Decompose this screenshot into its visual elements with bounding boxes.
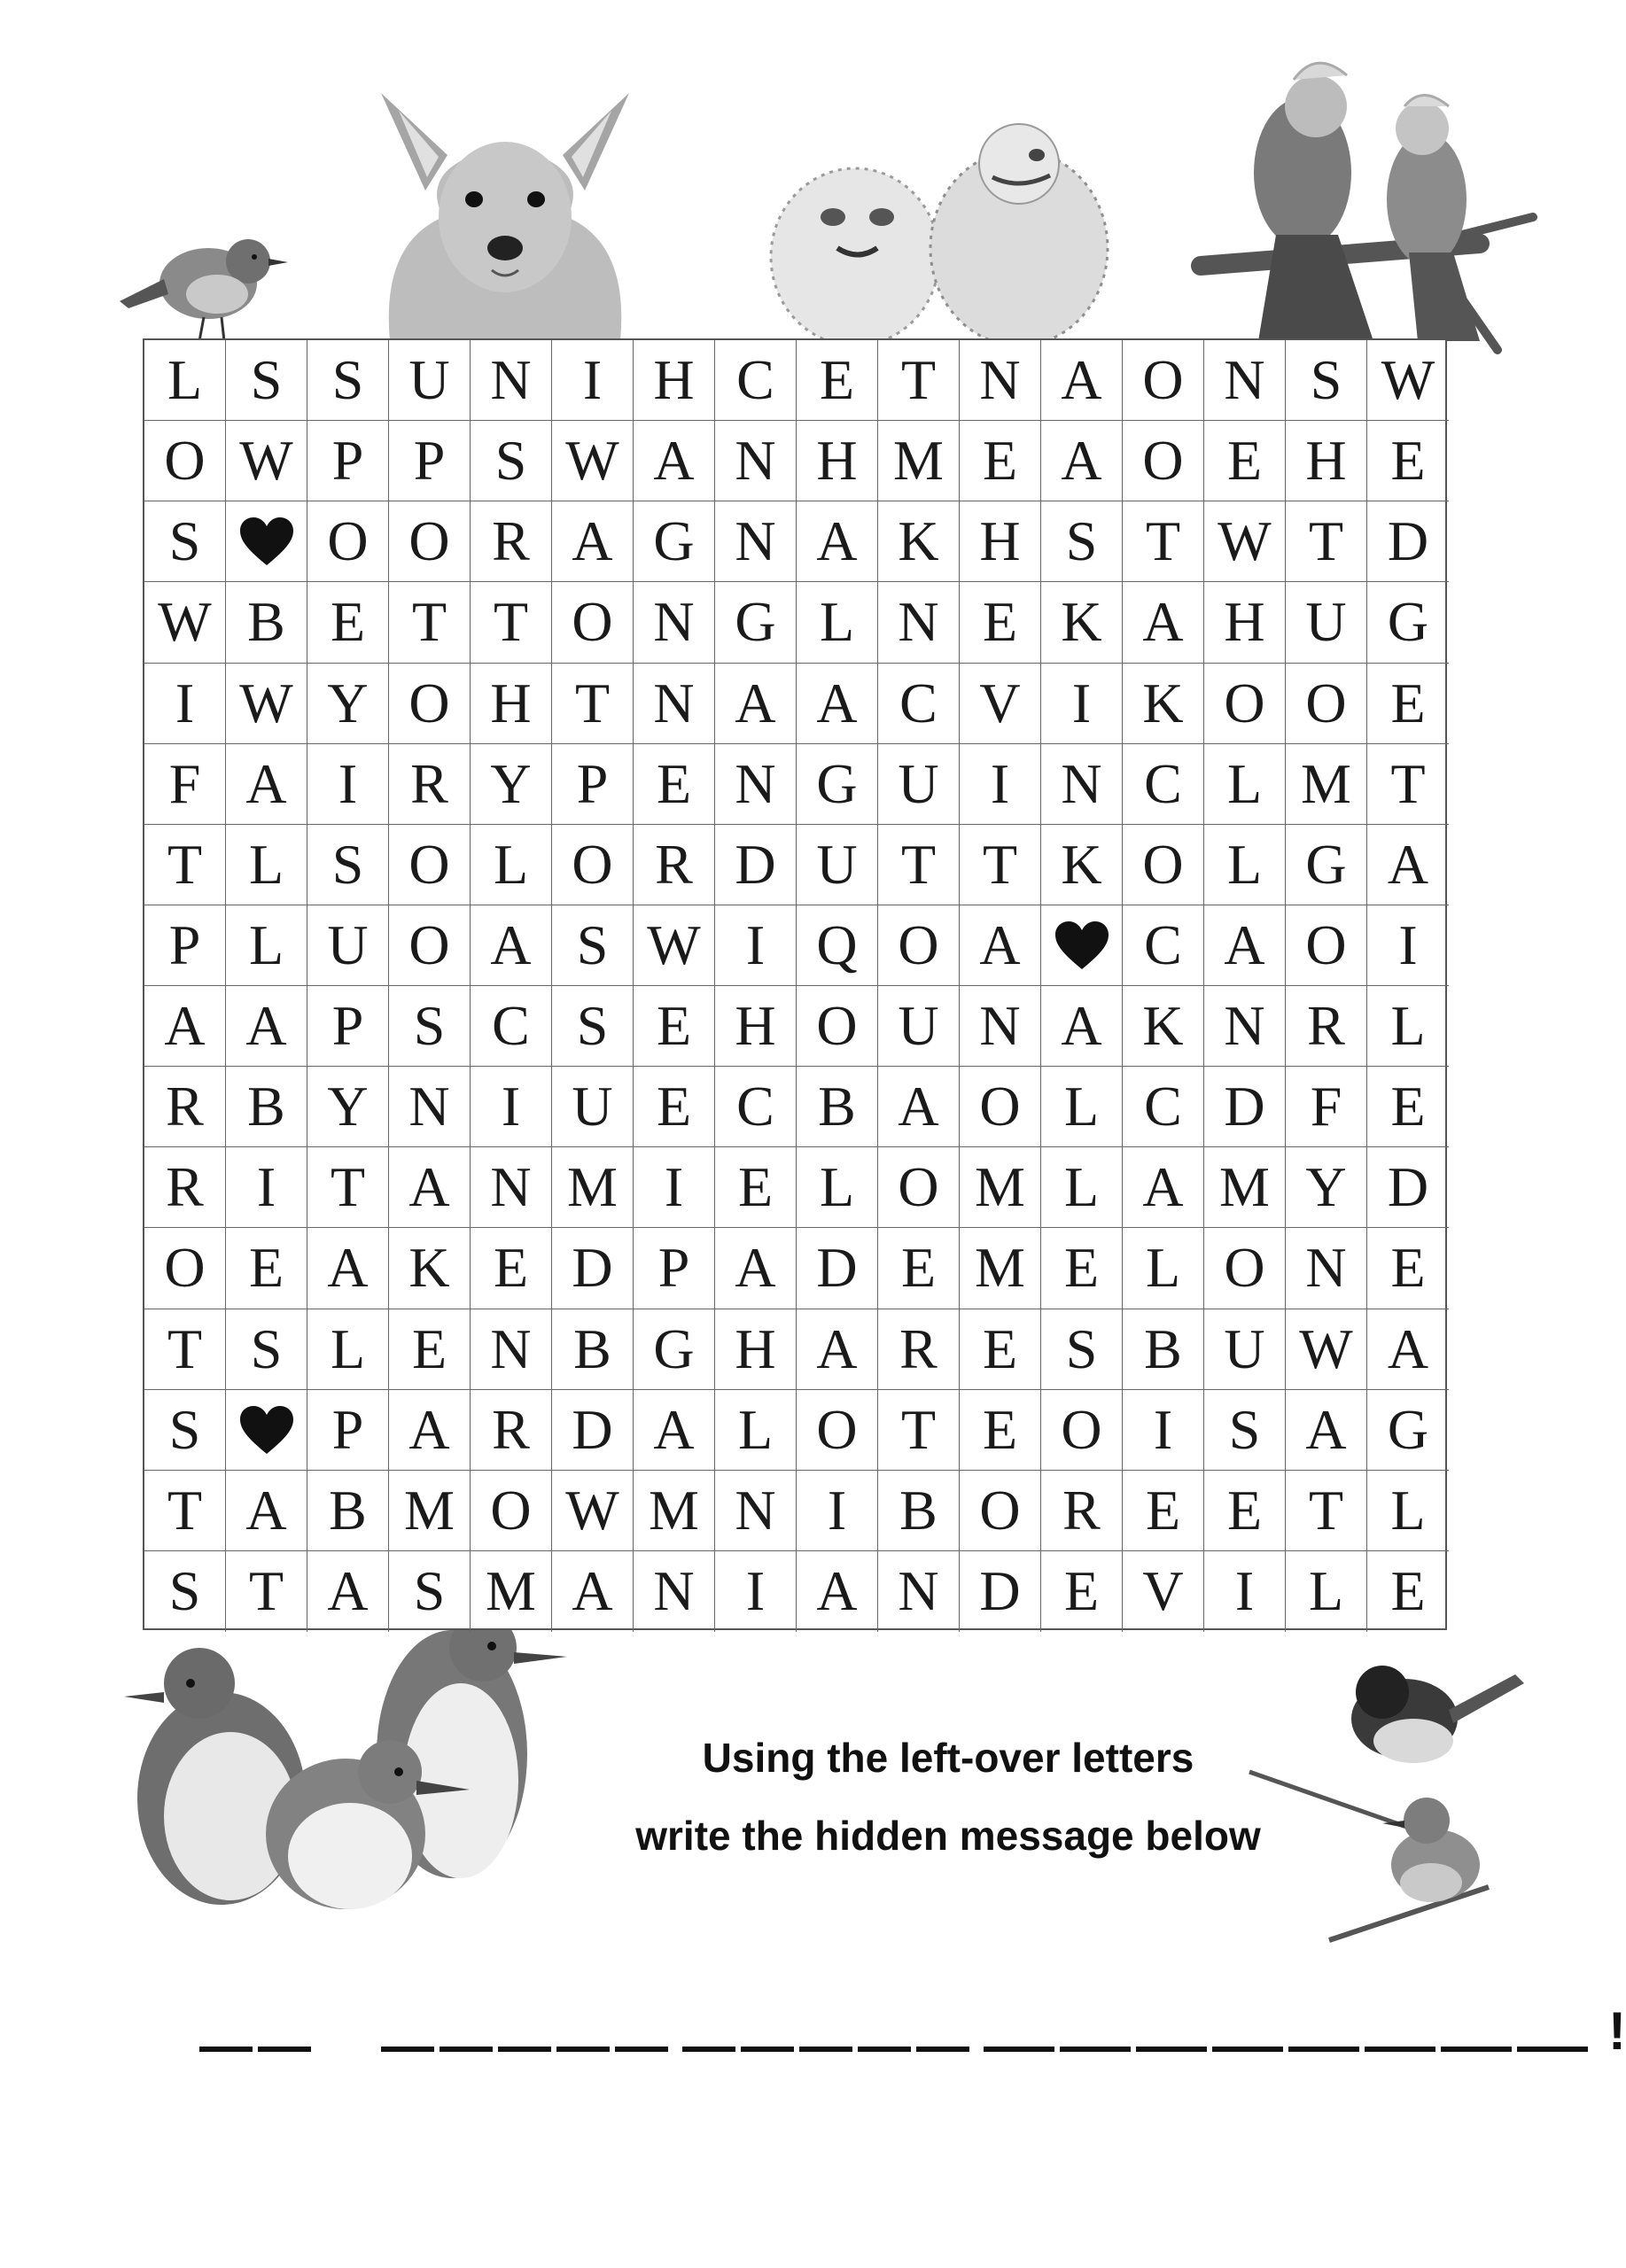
grid-cell[interactable]: T bbox=[1286, 501, 1367, 582]
answer-letter-blank[interactable] bbox=[1212, 2047, 1283, 2052]
grid-cell[interactable]: T bbox=[1123, 501, 1204, 582]
grid-cell[interactable]: E bbox=[634, 986, 715, 1067]
answer-letter-blank[interactable] bbox=[1288, 2047, 1359, 2052]
grid-cell[interactable]: A bbox=[226, 986, 307, 1067]
grid-cell[interactable]: O bbox=[144, 421, 226, 501]
grid-cell[interactable]: I bbox=[797, 1471, 878, 1551]
grid-cell[interactable]: E bbox=[1367, 421, 1449, 501]
grid-cell[interactable]: A bbox=[878, 1067, 960, 1147]
grid-cell[interactable]: N bbox=[634, 664, 715, 744]
grid-cell[interactable]: M bbox=[552, 1147, 634, 1228]
grid-cell[interactable]: B bbox=[797, 1067, 878, 1147]
grid-cell[interactable]: N bbox=[715, 501, 797, 582]
grid-cell[interactable]: N bbox=[634, 1551, 715, 1632]
grid-cell[interactable]: N bbox=[1204, 986, 1286, 1067]
grid-cell[interactable]: T bbox=[960, 825, 1041, 905]
grid-cell[interactable]: T bbox=[144, 825, 226, 905]
grid-cell[interactable]: W bbox=[552, 421, 634, 501]
grid-cell[interactable]: A bbox=[634, 1390, 715, 1471]
grid-cell[interactable]: S bbox=[552, 905, 634, 986]
grid-cell[interactable]: A bbox=[797, 664, 878, 744]
grid-cell[interactable]: R bbox=[471, 501, 552, 582]
answer-letter-blank[interactable] bbox=[615, 2047, 668, 2052]
answer-letter-blank[interactable] bbox=[381, 2047, 434, 2052]
grid-cell[interactable]: S bbox=[144, 1390, 226, 1471]
grid-cell[interactable]: T bbox=[878, 1390, 960, 1471]
grid-cell[interactable]: N bbox=[1204, 340, 1286, 421]
grid-cell[interactable]: H bbox=[715, 986, 797, 1067]
grid-cell[interactable]: V bbox=[1123, 1551, 1204, 1632]
grid-cell[interactable]: L bbox=[1367, 986, 1449, 1067]
grid-cell[interactable]: A bbox=[634, 421, 715, 501]
grid-cell[interactable]: O bbox=[1286, 905, 1367, 986]
grid-cell[interactable]: A bbox=[144, 986, 226, 1067]
robin-icon bbox=[120, 213, 297, 346]
grid-cell[interactable]: W bbox=[552, 1471, 634, 1551]
grid-cell[interactable]: W bbox=[226, 421, 307, 501]
grid-cell[interactable]: L bbox=[1367, 1471, 1449, 1551]
grid-cell[interactable]: S bbox=[226, 340, 307, 421]
grid-cell[interactable]: T bbox=[389, 582, 471, 663]
grid-cell[interactable]: U bbox=[307, 905, 389, 986]
grid-cell[interactable]: D bbox=[552, 1228, 634, 1309]
grid-cell[interactable]: C bbox=[715, 340, 797, 421]
grid-cell[interactable]: D bbox=[1204, 1067, 1286, 1147]
answer-letter-blank[interactable] bbox=[1365, 2047, 1435, 2052]
grid-cell[interactable]: H bbox=[797, 421, 878, 501]
grid-cell[interactable]: A bbox=[715, 1228, 797, 1309]
grid-cell[interactable]: E bbox=[715, 1147, 797, 1228]
grid-cell[interactable]: A bbox=[552, 1551, 634, 1632]
heart-icon[interactable] bbox=[226, 501, 307, 582]
grid-cell[interactable]: R bbox=[144, 1147, 226, 1228]
grid-cell[interactable]: R bbox=[144, 1067, 226, 1147]
grid-cell[interactable]: S bbox=[226, 1309, 307, 1390]
grid-cell[interactable]: S bbox=[389, 986, 471, 1067]
grid-cell[interactable]: A bbox=[1041, 986, 1123, 1067]
hidden-message-answer bbox=[199, 1993, 1626, 2064]
grid-cell[interactable]: D bbox=[797, 1228, 878, 1309]
grid-cell[interactable]: Y bbox=[307, 664, 389, 744]
grid-cell[interactable]: O bbox=[307, 501, 389, 582]
answer-letter-blank[interactable] bbox=[858, 2047, 911, 2052]
grid-cell[interactable]: A bbox=[797, 501, 878, 582]
grid-cell[interactable]: C bbox=[471, 986, 552, 1067]
grid-cell[interactable]: E bbox=[1041, 1551, 1123, 1632]
grid-cell[interactable]: E bbox=[960, 582, 1041, 663]
grid-cell[interactable]: E bbox=[634, 1067, 715, 1147]
grid-cell[interactable]: I bbox=[226, 1147, 307, 1228]
grid-cell[interactable]: B bbox=[226, 1067, 307, 1147]
grid-cell[interactable]: H bbox=[634, 340, 715, 421]
grid-cell[interactable]: Y bbox=[1286, 1147, 1367, 1228]
grid-cell[interactable]: A bbox=[1123, 582, 1204, 663]
grid-cell[interactable]: I bbox=[1123, 1390, 1204, 1471]
grid-cell[interactable]: E bbox=[1367, 1228, 1449, 1309]
grid-cell[interactable]: N bbox=[878, 582, 960, 663]
grid-cell[interactable]: M bbox=[389, 1471, 471, 1551]
heart-icon[interactable] bbox=[226, 1390, 307, 1471]
answer-letter-blank[interactable] bbox=[1136, 2047, 1207, 2052]
grid-cell[interactable]: E bbox=[1367, 664, 1449, 744]
grid-cell[interactable]: R bbox=[389, 744, 471, 825]
grid-cell[interactable]: O bbox=[389, 501, 471, 582]
grid-cell[interactable]: M bbox=[960, 1228, 1041, 1309]
grid-cell[interactable]: C bbox=[715, 1067, 797, 1147]
grid-cell[interactable]: L bbox=[1286, 1551, 1367, 1632]
grid-cell[interactable]: L bbox=[715, 1390, 797, 1471]
grid-cell[interactable]: E bbox=[307, 582, 389, 663]
grid-cell[interactable]: C bbox=[1123, 905, 1204, 986]
grid-cell[interactable]: A bbox=[389, 1390, 471, 1471]
grid-cell[interactable]: S bbox=[552, 986, 634, 1067]
grid-cell[interactable]: I bbox=[1041, 664, 1123, 744]
grid-cell[interactable]: E bbox=[878, 1228, 960, 1309]
grid-cell[interactable]: I bbox=[715, 905, 797, 986]
grid-cell[interactable]: M bbox=[878, 421, 960, 501]
grid-cell[interactable]: B bbox=[552, 1309, 634, 1390]
grid-cell[interactable]: B bbox=[226, 582, 307, 663]
grid-cell[interactable]: H bbox=[715, 1309, 797, 1390]
grid-cell[interactable]: A bbox=[1123, 1147, 1204, 1228]
grid-cell[interactable]: W bbox=[1367, 340, 1449, 421]
grid-cell[interactable]: O bbox=[1123, 340, 1204, 421]
grid-cell[interactable]: P bbox=[144, 905, 226, 986]
grid-cell[interactable]: O bbox=[144, 1228, 226, 1309]
grid-cell[interactable]: K bbox=[389, 1228, 471, 1309]
answer-word-blanks[interactable] bbox=[682, 2047, 969, 2052]
grid-cell[interactable]: O bbox=[878, 905, 960, 986]
grid-cell[interactable]: W bbox=[634, 905, 715, 986]
grid-cell[interactable]: G bbox=[634, 501, 715, 582]
grid-cell[interactable]: N bbox=[1041, 744, 1123, 825]
grid-cell[interactable]: E bbox=[634, 744, 715, 825]
grid-cell[interactable]: S bbox=[1041, 501, 1123, 582]
grid-cell[interactable]: O bbox=[1041, 1390, 1123, 1471]
answer-letter-blank[interactable] bbox=[1441, 2047, 1512, 2052]
grid-cell[interactable]: M bbox=[960, 1147, 1041, 1228]
answer-exclamation: ! bbox=[1608, 2001, 1626, 2061]
grid-cell[interactable]: B bbox=[1123, 1309, 1204, 1390]
grid-cell[interactable]: U bbox=[878, 744, 960, 825]
grid-cell[interactable]: A bbox=[307, 1228, 389, 1309]
grid-cell[interactable]: W bbox=[226, 664, 307, 744]
grid-cell[interactable]: S bbox=[389, 1551, 471, 1632]
grid-cell[interactable]: Y bbox=[471, 744, 552, 825]
grid-cell[interactable]: A bbox=[552, 501, 634, 582]
grid-cell[interactable]: S bbox=[307, 340, 389, 421]
grid-cell[interactable]: T bbox=[878, 340, 960, 421]
grid-cell[interactable]: T bbox=[471, 582, 552, 663]
grid-cell[interactable]: T bbox=[552, 664, 634, 744]
grid-cell[interactable]: R bbox=[1286, 986, 1367, 1067]
grid-cell[interactable]: Y bbox=[307, 1067, 389, 1147]
grid-cell[interactable]: O bbox=[1123, 421, 1204, 501]
grid-cell[interactable]: A bbox=[1041, 421, 1123, 501]
grid-cell[interactable]: D bbox=[552, 1390, 634, 1471]
grid-cell[interactable]: A bbox=[797, 1309, 878, 1390]
answer-letter-blank[interactable] bbox=[799, 2047, 852, 2052]
grid-cell[interactable]: E bbox=[960, 421, 1041, 501]
frogmouth-chicks-icon bbox=[753, 115, 1125, 354]
grid-cell[interactable]: U bbox=[1204, 1309, 1286, 1390]
grid-cell[interactable]: L bbox=[144, 340, 226, 421]
grid-cell[interactable]: P bbox=[307, 986, 389, 1067]
grid-cell[interactable]: T bbox=[226, 1551, 307, 1632]
grid-cell[interactable]: E bbox=[960, 1390, 1041, 1471]
grid-cell[interactable]: N bbox=[960, 986, 1041, 1067]
grid-cell[interactable]: R bbox=[1041, 1471, 1123, 1551]
answer-letter-blank[interactable] bbox=[984, 2047, 1054, 2052]
grid-cell[interactable]: E bbox=[226, 1228, 307, 1309]
grid-cell[interactable]: A bbox=[226, 744, 307, 825]
grid-cell[interactable]: O bbox=[1123, 825, 1204, 905]
heart-icon[interactable] bbox=[1041, 905, 1123, 986]
grid-cell[interactable]: O bbox=[960, 1471, 1041, 1551]
grid-cell[interactable]: G bbox=[1367, 1390, 1449, 1471]
grid-cell[interactable]: L bbox=[226, 825, 307, 905]
grid-cell[interactable]: E bbox=[1204, 421, 1286, 501]
grid-cell[interactable]: T bbox=[144, 1309, 226, 1390]
grid-cell[interactable]: G bbox=[1286, 825, 1367, 905]
grid-cell[interactable]: H bbox=[471, 664, 552, 744]
grid-cell[interactable]: T bbox=[1367, 744, 1449, 825]
grid-cell[interactable]: I bbox=[1204, 1551, 1286, 1632]
grid-cell[interactable]: I bbox=[307, 744, 389, 825]
grid-cell[interactable]: O bbox=[389, 825, 471, 905]
galah-cockatoos-icon bbox=[1196, 58, 1595, 368]
grid-cell[interactable]: Q bbox=[797, 905, 878, 986]
grid-cell[interactable]: I bbox=[634, 1147, 715, 1228]
grid-cell[interactable]: I bbox=[960, 744, 1041, 825]
grid-cell[interactable]: D bbox=[960, 1551, 1041, 1632]
grid-cell[interactable]: N bbox=[1286, 1228, 1367, 1309]
grid-cell[interactable]: N bbox=[471, 340, 552, 421]
answer-word-blanks[interactable] bbox=[984, 2047, 1588, 2052]
grid-cell[interactable]: M bbox=[634, 1471, 715, 1551]
grid-cell[interactable]: O bbox=[797, 986, 878, 1067]
grid-cell[interactable]: E bbox=[1367, 1067, 1449, 1147]
grid-cell[interactable]: V bbox=[960, 664, 1041, 744]
grid-cell[interactable]: O bbox=[471, 1471, 552, 1551]
grid-cell[interactable]: S bbox=[307, 825, 389, 905]
grid-cell[interactable]: G bbox=[715, 582, 797, 663]
grid-cell[interactable]: A bbox=[226, 1471, 307, 1551]
grid-cell[interactable]: W bbox=[1204, 501, 1286, 582]
grid-cell[interactable]: C bbox=[878, 664, 960, 744]
answer-letter-blank[interactable] bbox=[258, 2047, 311, 2052]
answer-letter-blank[interactable] bbox=[1517, 2047, 1588, 2052]
grid-cell[interactable]: L bbox=[1123, 1228, 1204, 1309]
grid-cell[interactable]: A bbox=[960, 905, 1041, 986]
grid-cell[interactable]: U bbox=[389, 340, 471, 421]
wallaby-icon bbox=[363, 84, 647, 341]
grid-cell[interactable]: H bbox=[1204, 582, 1286, 663]
grid-cell[interactable]: N bbox=[471, 1309, 552, 1390]
grid-cell[interactable]: P bbox=[389, 421, 471, 501]
grid-cell[interactable]: L bbox=[471, 825, 552, 905]
grid-cell[interactable]: S bbox=[144, 501, 226, 582]
grid-cell[interactable]: N bbox=[634, 582, 715, 663]
little-penguins-icon bbox=[115, 1621, 576, 1914]
grid-cell[interactable]: L bbox=[226, 905, 307, 986]
grid-cell[interactable]: R bbox=[634, 825, 715, 905]
grid-cell[interactable]: M bbox=[1204, 1147, 1286, 1228]
grid-cell[interactable]: C bbox=[1123, 1067, 1204, 1147]
grid-cell[interactable]: W bbox=[1286, 1309, 1367, 1390]
grid-cell[interactable]: O bbox=[389, 664, 471, 744]
instruction-line-2: write the hidden message below bbox=[635, 1813, 1261, 1859]
answer-word-blanks[interactable] bbox=[381, 2047, 668, 2052]
grid-cell[interactable]: L bbox=[1041, 1147, 1123, 1228]
grid-cell[interactable]: H bbox=[1286, 421, 1367, 501]
grid-cell[interactable]: A bbox=[1041, 340, 1123, 421]
grid-cell[interactable]: G bbox=[797, 744, 878, 825]
grid-cell[interactable]: S bbox=[1041, 1309, 1123, 1390]
grid-cell[interactable]: O bbox=[1286, 664, 1367, 744]
grid-cell[interactable]: A bbox=[471, 905, 552, 986]
grid-cell[interactable]: U bbox=[878, 986, 960, 1067]
grid-cell[interactable]: N bbox=[389, 1067, 471, 1147]
grid-cell[interactable]: R bbox=[471, 1390, 552, 1471]
grid-cell[interactable]: G bbox=[634, 1309, 715, 1390]
grid-cell[interactable]: O bbox=[389, 905, 471, 986]
grid-cell[interactable]: N bbox=[471, 1147, 552, 1228]
grid-cell[interactable]: P bbox=[307, 1390, 389, 1471]
answer-letter-blank[interactable] bbox=[916, 2047, 969, 2052]
answer-letter-blank[interactable] bbox=[440, 2047, 493, 2052]
grid-cell[interactable]: I bbox=[1367, 905, 1449, 986]
grid-cell[interactable]: K bbox=[1123, 986, 1204, 1067]
grid-cell[interactable]: F bbox=[144, 744, 226, 825]
grid-cell[interactable]: K bbox=[1041, 582, 1123, 663]
grid-cell[interactable]: R bbox=[878, 1309, 960, 1390]
grid-cell[interactable]: C bbox=[1123, 744, 1204, 825]
grid-cell[interactable]: S bbox=[1204, 1390, 1286, 1471]
grid-cell[interactable]: I bbox=[144, 664, 226, 744]
grid-cell[interactable]: E bbox=[1204, 1471, 1286, 1551]
grid-cell[interactable]: P bbox=[634, 1228, 715, 1309]
grid-cell[interactable]: O bbox=[797, 1390, 878, 1471]
grid-cell[interactable]: S bbox=[471, 421, 552, 501]
grid-cell[interactable]: T bbox=[307, 1147, 389, 1228]
grid-cell[interactable]: K bbox=[1123, 664, 1204, 744]
grid-cell[interactable]: E bbox=[1041, 1228, 1123, 1309]
grid-cell[interactable]: L bbox=[307, 1309, 389, 1390]
grid-cell[interactable]: L bbox=[797, 582, 878, 663]
grid-cell[interactable]: N bbox=[715, 1471, 797, 1551]
grid-cell[interactable]: P bbox=[552, 744, 634, 825]
grid-cell[interactable]: O bbox=[552, 825, 634, 905]
grid-cell[interactable]: E bbox=[960, 1309, 1041, 1390]
grid-cell[interactable]: E bbox=[389, 1309, 471, 1390]
grid-cell[interactable]: L bbox=[1204, 744, 1286, 825]
grid-cell[interactable]: G bbox=[1367, 582, 1449, 663]
grid-cell[interactable]: T bbox=[1286, 1471, 1367, 1551]
answer-letter-blank[interactable] bbox=[498, 2047, 551, 2052]
grid-cell[interactable]: K bbox=[1041, 825, 1123, 905]
grid-cell[interactable]: A bbox=[715, 664, 797, 744]
instruction-text bbox=[549, 1719, 1347, 1875]
grid-cell[interactable]: O bbox=[1204, 1228, 1286, 1309]
grid-cell[interactable]: W bbox=[144, 582, 226, 663]
grid-cell[interactable]: N bbox=[960, 340, 1041, 421]
grid-cell[interactable]: E bbox=[797, 340, 878, 421]
grid-cell[interactable]: I bbox=[471, 1067, 552, 1147]
grid-cell[interactable]: A bbox=[1367, 825, 1449, 905]
grid-cell[interactable]: E bbox=[1123, 1471, 1204, 1551]
grid-cell[interactable]: N bbox=[715, 744, 797, 825]
grid-cell[interactable]: D bbox=[1367, 1147, 1449, 1228]
grid-cell[interactable]: S bbox=[1286, 340, 1367, 421]
answer-letter-blank[interactable] bbox=[682, 2047, 735, 2052]
grid-cell[interactable]: E bbox=[1390, 1559, 1426, 1623]
grid-cell[interactable]: D bbox=[715, 825, 797, 905]
grid-cell[interactable]: A bbox=[1367, 1309, 1449, 1390]
grid-cell[interactable]: T bbox=[878, 825, 960, 905]
grid-cell[interactable]: H bbox=[960, 501, 1041, 582]
grid-cell[interactable]: O bbox=[878, 1147, 960, 1228]
grid-cell[interactable]: O bbox=[960, 1067, 1041, 1147]
grid-cell[interactable]: F bbox=[1286, 1067, 1367, 1147]
grid-cell[interactable]: D bbox=[1367, 501, 1449, 582]
grid-cell[interactable]: A bbox=[1286, 1390, 1367, 1471]
answer-letter-blank[interactable] bbox=[556, 2047, 610, 2052]
grid-cell[interactable]: N bbox=[715, 421, 797, 501]
grid-cell[interactable]: A bbox=[389, 1147, 471, 1228]
grid-cell[interactable]: T bbox=[144, 1471, 226, 1551]
grid-cell[interactable]: L bbox=[1041, 1067, 1123, 1147]
grid-cell[interactable]: I bbox=[552, 340, 634, 421]
grid-cell[interactable]: M bbox=[1286, 744, 1367, 825]
grid-cell[interactable]: O bbox=[552, 582, 634, 663]
grid-cell[interactable]: U bbox=[797, 825, 878, 905]
grid-cell[interactable]: M bbox=[471, 1551, 552, 1632]
grid-cell[interactable]: P bbox=[307, 421, 389, 501]
instruction-line-1: Using the left-over letters bbox=[702, 1735, 1194, 1781]
answer-word-blanks[interactable] bbox=[199, 2047, 311, 2052]
grid-cell[interactable]: U bbox=[552, 1067, 634, 1147]
grid-cell[interactable]: I bbox=[715, 1551, 797, 1632]
grid-cell[interactable]: A bbox=[1204, 905, 1286, 986]
answer-letter-blank[interactable] bbox=[199, 2047, 253, 2052]
grid-cell[interactable]: U bbox=[1286, 582, 1367, 663]
grid-cell[interactable]: B bbox=[878, 1471, 960, 1551]
answer-letter-blank[interactable] bbox=[1060, 2047, 1131, 2052]
answer-letter-blank[interactable] bbox=[741, 2047, 794, 2052]
grid-cell[interactable]: L bbox=[1204, 825, 1286, 905]
grid-cell[interactable]: L bbox=[797, 1147, 878, 1228]
grid-cell[interactable]: B bbox=[307, 1471, 389, 1551]
word-search-grid bbox=[143, 338, 1447, 1630]
grid-cell[interactable]: S bbox=[144, 1551, 226, 1632]
grid-cell[interactable]: A bbox=[307, 1551, 389, 1632]
grid-cell[interactable]: O bbox=[1204, 664, 1286, 744]
grid-cell[interactable]: E bbox=[471, 1228, 552, 1309]
grid-cell[interactable]: N bbox=[878, 1551, 960, 1632]
grid-cell[interactable]: A bbox=[797, 1551, 878, 1632]
grid-cell[interactable]: K bbox=[878, 501, 960, 582]
